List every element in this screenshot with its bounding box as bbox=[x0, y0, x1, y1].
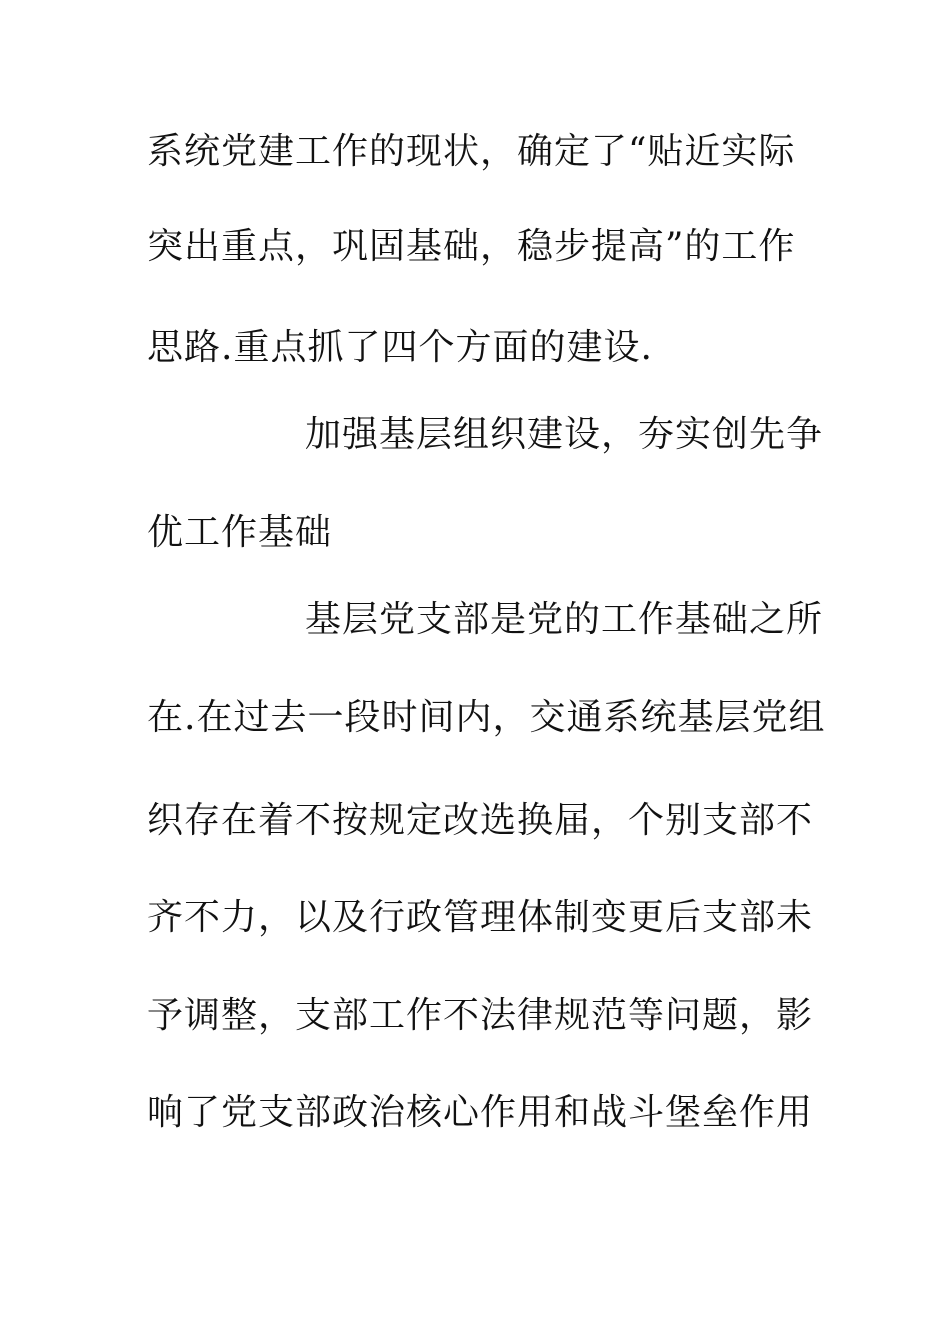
text-line-11: 响了党支部政治核心作用和战斗堡垒作用 bbox=[147, 1092, 814, 1133]
text-line-3: 思路.重点抓了四个方面的建设. bbox=[147, 327, 653, 368]
section-heading-line-2: 优工作基础 bbox=[147, 512, 333, 553]
section-heading-line-1: 加强基层组织建设，夯实创先争 bbox=[305, 414, 824, 455]
text-line-1: 系统党建工作的现状，确定了“贴近实际 bbox=[147, 131, 796, 172]
text-line-2: 突出重点，巩固基础，稳步提高”的工作 bbox=[147, 226, 796, 267]
text-line-8: 织存在着不按规定改选换届，个别支部不 bbox=[147, 800, 814, 841]
text-line-7: 在.在过去一段时间内，交通系统基层党组 bbox=[147, 697, 826, 738]
paragraph-start-line: 基层党支部是党的工作基础之所 bbox=[305, 599, 824, 640]
text-line-9: 齐不力，以及行政管理体制变更后支部未 bbox=[147, 897, 814, 938]
text-line-10: 予调整，支部工作不法律规范等问题，影 bbox=[147, 995, 814, 1036]
